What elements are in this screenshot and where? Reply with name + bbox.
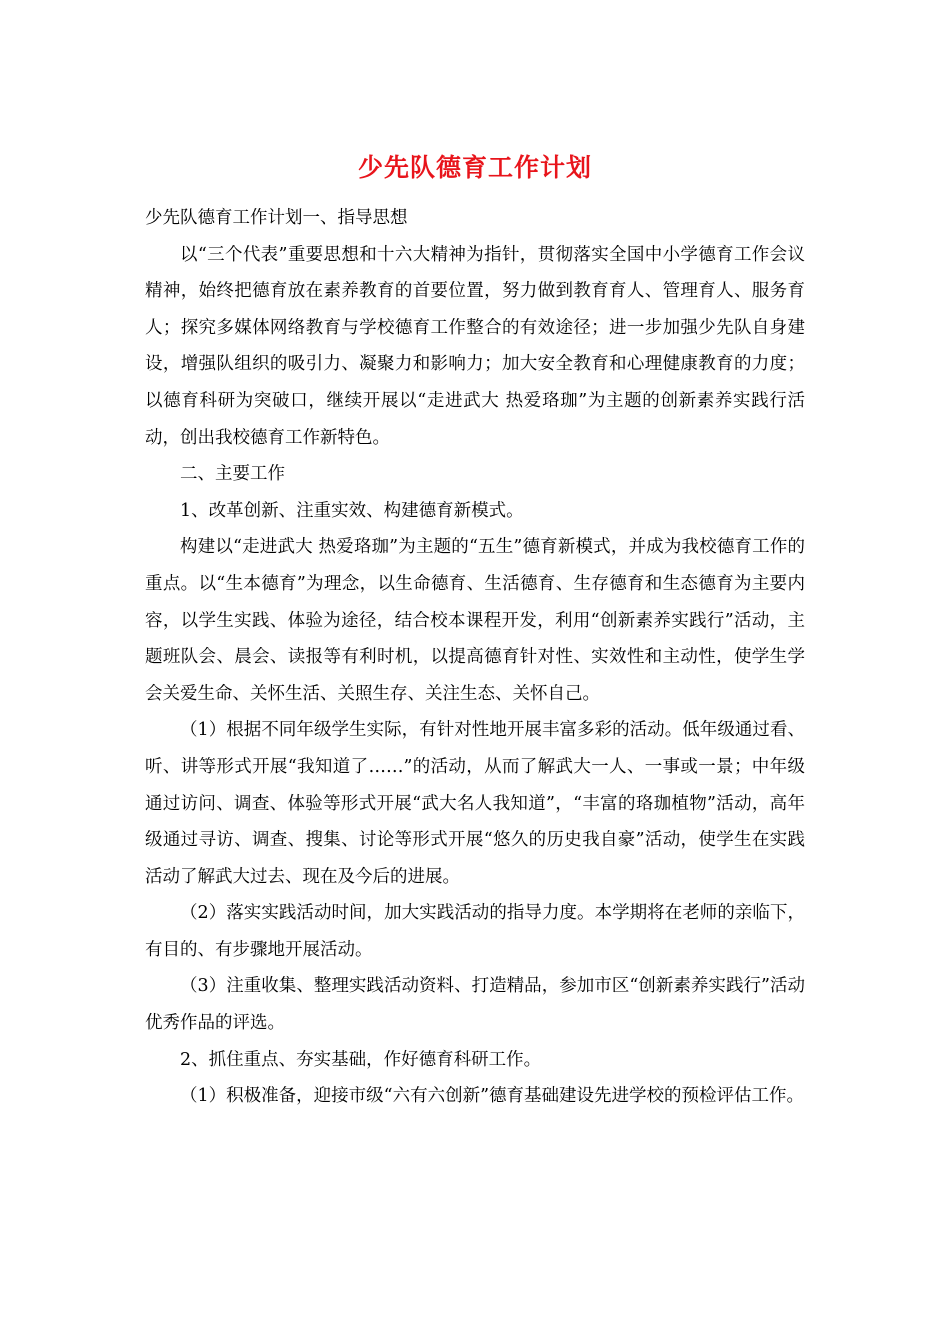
paragraph-2: 以“三个代表”重要思想和十六大精神为指针，贯彻落实全国中小学德育工作会议精神，始终把德育放在素养教育的首要位置，努力做到教育育人、管理育人、服务育人；探究多媒体网络教育与学校德育工作整合的有效途径；进一步加强少先队自身建设，增强队组织的吸引力、凝聚力和影响力；加大安全教育和心理健康教育的力度；以德育科研为突破口，继续开展以“走进武大 热爱珞珈”为主题的创新素养实践行活动，创出我校德育工作新特色。 xyxy=(145,244,805,448)
paragraph-3: 二、主要工作 xyxy=(180,464,285,485)
paragraph-5: 构建以“走进武大 热爱珞珈”为主题的“五生”德育新模式，并成为我校德育工作的重点。以“生本德育”为理念，以生命德育、生活德育、生存德育和生态德育为主要内容，以学生实践、体验为途径，结合校本课程开发，利用“创新素养实践行”活动，主题班队会、晨会、读报等有利时机，以提高德育针对性、实效性和主动性，使学生学会关爱生命、关怀生活、关照生存、关注生态、关怀自己。 xyxy=(145,537,805,704)
paragraph-8: （3）注重收集、整理实践活动资料、打造精品，参加市区“创新素养实践行”活动优秀作品的评选。 xyxy=(145,976,805,1034)
paragraph-10: （1）积极准备，迎接市级“六有六创新”德育基础建设先进学校的预检评估工作。 xyxy=(180,1086,805,1107)
paragraph-6: （1）根据不同年级学生实际，有针对性地开展丰富多彩的活动。低年级通过看、听、讲等形式开展“我知道了……”的活动，从而了解武大一人、一事或一景；中年级通过访问、调查、体验等形式开展“武大名人我知道”，“丰富的珞珈植物”活动，高年级通过寻访、调查、搜集、讨论等形式开展“悠久的历史我自豪”活动，使学生在实践活动了解武大过去、现在及今后的进展。 xyxy=(145,720,805,887)
paragraph-9: 2、抓住重点、夯实基础，作好德育科研工作。 xyxy=(180,1049,542,1070)
paragraph-7: （2）落实实践活动时间，加大实践活动的指导力度。本学期将在老师的亲临下，有目的、有步骤地开展活动。 xyxy=(145,903,805,960)
paragraph-1: 少先队德育工作计划一、指导思想 xyxy=(145,208,408,228)
document-body xyxy=(145,200,805,1115)
page-title: 少先队德育工作计划 xyxy=(357,153,592,182)
paragraph-4: 1、改革创新、注重实效、构建德育新模式。 xyxy=(180,500,524,521)
